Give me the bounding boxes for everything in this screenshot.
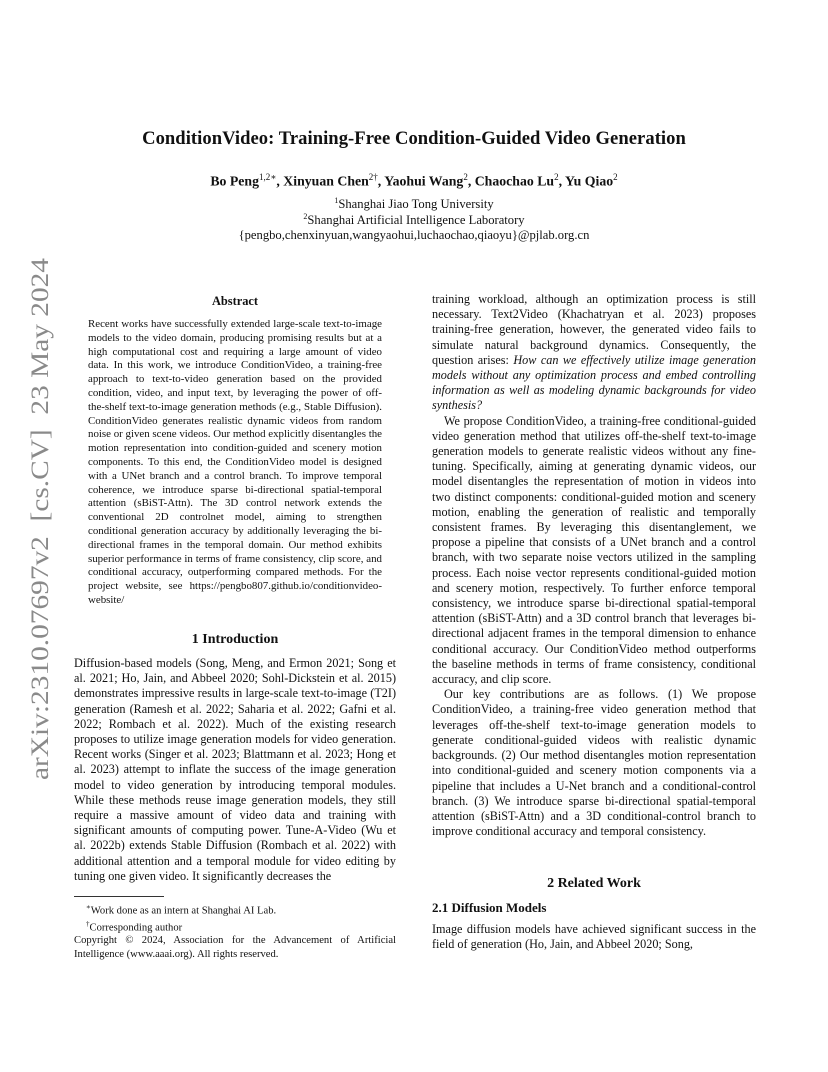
paragraph-text: training workload, although an optimization process is still necessary. Text2Video (Khachatryan et al. 2023) proposes training-free generation, however, the generated video fails to simulate natural background dynamics. Consequently, the question arises: <box>432 292 756 367</box>
section-heading-introduction: 1 Introduction <box>191 632 279 647</box>
intro-paragraph <box>74 656 396 884</box>
paragraph: We propose ConditionVideo, a training-free conditional-guided video generation method that utilizes off-the-shelf text-to-image generation models to generate realistic videos without any fine-tuning. Specifically, aiming at generating dynamic videos, our model disentangles the representation of motion in videos into two distinct components: conditional-guided motion and scenery motion, enabling the generation of realistic and temporally consistent frames. By leveraging this disentanglement, we propose a pipeline that consists of a UNet branch and a control branch, with two separate noise vectors utilized in the sampling process. Each noise vector represents conditional-guided motion and scenery motion, respectively. To further enforce temporal consistency, we introduce sparse bi-directional spatial-temporal attention (sBiST-Attn) and a 3D control branch that leverages bi-directional adjacent frames in the temporal dimension to enhance conditional accuracy. Our ConditionVideo method outperforms the baseline methods in terms of frame consistency, conditional accuracy, and clip score. <box>432 413 756 687</box>
affiliation-2 <box>0 212 828 228</box>
footnote-rule <box>74 896 164 897</box>
diffusion-paragraph <box>432 922 756 952</box>
author: Yaohui Wang <box>384 173 464 189</box>
affil-mark: 2 <box>303 212 308 221</box>
section-heading-related-work: 2 Related Work <box>547 876 641 891</box>
copyright-notice: Copyright © 2024, Association for the Advancement of Artificial Intelligence (www.aaai.org). All rights reserved. <box>74 935 396 960</box>
footnote <box>74 901 396 918</box>
footnote-text: Work done as an intern at Shanghai AI Lab. <box>90 905 277 917</box>
footnote-mark: † <box>86 919 90 928</box>
arxiv-identifier: arXiv:2310.07697v2 [cs.CV] 23 May 2024 <box>25 326 54 780</box>
paragraph: Diffusion-based models (Song, Meng, and Ermon 2021; Song et al. 2021; Ho, Jain, and Abbeel 2020; Sohl-Dickstein et al. 2015) demonstrates impressive results in large-scale text-to-image (T2I) generation (Ramesh et al. 2022; Saharia et al. 2022; Gafni et al. 2022; Rombach et al. 2022). Much of the existing research proposes to utilize image generation models for video generation. Recent works (Singer et al. 2023; Blattmann et al. 2023; Hong et al. 2023) attempt to inflate the success of the image generation model to video generation by introducing temporal modules. While these methods reuse image generation models, they still require a massive amount of video data and training with significant amounts of computing power. Tune-A-Video (Wu et al. 2022b) extends Stable Diffusion (Rombach et al. 2022) with additional attention and a temporal module for video editing by tuning one given video. It significantly decreases the <box>74 656 396 883</box>
author-emails: {pengbo,chenxinyuan,wangyaohui,luchaochao,qiaoyu}@pjlab.org.cn <box>238 228 590 242</box>
abstract-body: Recent works have successfully extended large-scale text-to-image models to the video domain, producing promising results but at a high computational cost and requiring a large amount of video data. In this work, we introduce ConditionVideo, a training-free approach to text-to-video generation based on the provided condition, video, and input text, by leveraging the power of off-the-shelf text-to-image generation methods (e.g., Stable Diffusion). ConditionVideo generates realistic dynamic videos from random noise or given scene videos. Our method explicitly disentangles the motion representation into condition-guided and scenery motion components. To this end, the ConditionVideo model is designed with a UNet branch and a control branch. To improve temporal coherence, we introduce sparse bi-directional spatial-temporal attention (sBiST-Attn). The 3D control network extends the conventional 2D controlnet model, aiming to strengthen conditional generation accuracy by additionally leveraging the bi-directional frames in the temporal domain. Our method exhibits superior performance in terms of frame consistency, clip score, and conditional accuracy, outperforming compared methods. For the project website, see https://pengbo807.github.io/conditionvideo-website/ <box>88 318 382 606</box>
affiliation-1 <box>0 196 828 212</box>
affil-text: Shanghai Artificial Intelligence Laboratory <box>307 213 525 228</box>
author: Yu Qiao <box>564 173 614 189</box>
author: Xinyuan Chen <box>283 173 369 189</box>
author-affil-mark: 2 <box>554 172 559 182</box>
author-affil-mark: 2† <box>368 172 378 182</box>
right-column <box>432 292 756 839</box>
footnote-mark: ∗ <box>86 903 91 911</box>
arxiv-stamp <box>8 240 68 800</box>
affil-mark: 1 <box>334 196 339 205</box>
author-affil-mark: 2 <box>613 172 618 182</box>
author-list: Bo Peng$^{1,2∗}$, Xinyuan Chen$^{2\dagger}$, Yaohui Wang$^2$, Chaochao Lu$^2$, Yu Qiao$^2$ <box>210 172 618 189</box>
abstract-heading: Abstract <box>211 294 259 308</box>
footnote <box>74 918 396 935</box>
footnotes <box>74 896 396 961</box>
paragraph: Image diffusion models have achieved significant success in the field of generation (Ho, Jain, and Abbeel 2020; Song, <box>432 922 756 952</box>
footnote-text: Corresponding author <box>89 922 183 934</box>
author: Bo Peng <box>210 173 260 189</box>
subsection-heading-diffusion-models: 2.1 Diffusion Models <box>432 900 547 915</box>
paragraph: Our key contributions are as follows. (1) We propose ConditionVideo, a training-free video generation method that leverages off-the-shelf text-to-image generation models to generate conditional-guided videos with realistic dynamic backgrounds. (2) Our method disentangles motion representation into conditional-guided and scenery motion components via a pipeline that includes a U-Net branch and a conditional-control branch. (3) We introduce sparse bi-directional spatial-temporal attention (sBiST-Attn) and a 3D conditional-control branch to improve conditional accuracy and temporal consistency. <box>432 687 756 839</box>
author-affil-mark: 1,2∗ <box>259 172 277 182</box>
author-affil-mark: 2 <box>463 172 468 182</box>
research-question: How can we effectively utilize image generation models without any optimization process and embed controlling information as well as modeling dynamic backgrounds for video synthesis? <box>432 352 756 413</box>
paragraph <box>432 292 756 414</box>
affil-text: Shanghai Jiao Tong University <box>338 197 494 212</box>
paper-title: ConditionVideo: Training-Free Condition-Guided Video Generation <box>142 128 686 149</box>
author: Chaochao Lu <box>474 173 555 189</box>
